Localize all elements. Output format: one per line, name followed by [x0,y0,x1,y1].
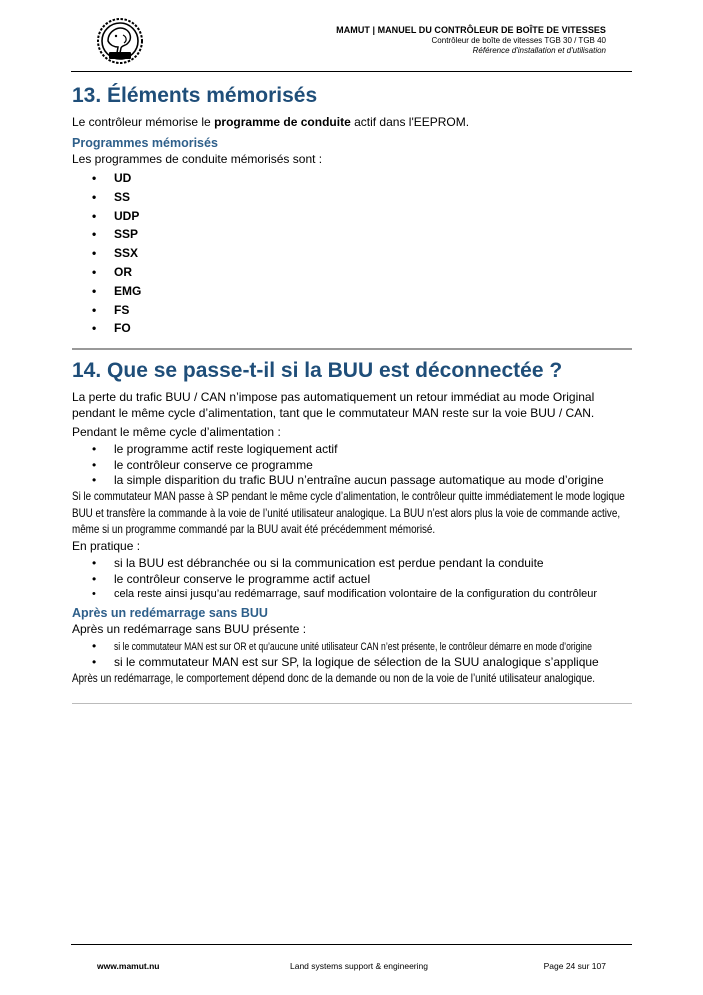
list-item: • le contrôleur conserve ce programme [72,458,632,473]
list-item: • si le commutateur MAN est sur SP, la logique de sélection de la SUU analogique s’applique [72,655,632,670]
list-item: • SS [72,188,632,207]
section-divider [72,703,632,704]
list-item: • le contrôleur conserve le programme actif actuel [72,572,632,587]
footer-divider [71,944,632,945]
list-item: • SSP [72,225,632,244]
page-number: Page 24 sur 107 [543,961,606,971]
page-content [72,80,632,704]
list-item: • la simple disparition du trafic BUU n’entraîne aucun passage automatique au mode d’origine [72,473,632,488]
header-reference: Référence d'installation et d'utilisation [472,46,606,55]
header-title: MAMUT | MANUEL DU CONTRÔLEUR DE BOÎTE DE VITESSES [336,25,606,35]
in-practice-list [72,556,632,602]
list-item-text: si le commutateur MAN est sur OR et qu’aucune unité utilisateur CAN n’est présente, le contrôleur démarre en mode d’origine [114,640,592,653]
list-item: • EMG [72,282,632,301]
list-item: • SSX [72,244,632,263]
section-14-paragraph-4: En pratique : [72,539,141,554]
program-list [72,169,632,338]
section-13-intro: Le contrôleur mémorise le programme de conduite actif dans l'EEPROM. [72,115,470,129]
list-item: • FS [72,301,632,320]
section-14-paragraph-3: Si le commutateur MAN passe à SP pendant le même cycle d’alimentation, le contrôleur quitte immédiatement le mode logique BUU et transfère la commande à la voie de l’unité utilisateur analogique. La BUU n’est alors plus la voie de commande active, même si un programme commandé par la BUU avait été précédemment mémorisé. [72,489,625,536]
section-13-title: 13. Éléments mémorisés [72,84,318,107]
list-item: • OR [72,263,632,282]
list-item: • si la BUU est débranchée ou si la communication est perdue pendant la conduite [72,556,632,571]
section-14-paragraph-6: Après un redémarrage, le comportement dépend donc de la demande ou non de la voie de l’unité utilisateur analogique. [72,671,595,686]
section-14-title: 14. Que se passe-t-il si la BUU est déconnectée ? [72,359,563,383]
section-14-paragraph-2: Pendant le même cycle d’alimentation : [72,425,281,440]
section-14-paragraph-1: La perte du trafic BUU / CAN n’impose pas automatiquement un retour immédiat au mode Original pendant le même cycle d’alimentation, tant que le commutateur MAN reste sur la voie BUU / CAN. [72,390,595,421]
list-item: • cela reste ainsi jusqu’au redémarrage, sauf modification volontaire de la configuration du contrôleur [72,587,632,602]
same-cycle-list [72,442,632,488]
mamut-logo [96,17,144,65]
list-item [72,639,632,655]
footer-website-link[interactable]: www.mamut.nu [97,961,160,971]
list-item: • FO [72,319,632,338]
section-divider [72,348,632,350]
restart-heading: Après un redémarrage sans BUU [72,605,268,620]
section-14-paragraph-5: Après un redémarrage sans BUU présente : [72,621,307,636]
list-item: • UDP [72,207,632,226]
stored-programs-lead: Les programmes de conduite mémorisés sont : [72,152,323,166]
header-subtitle: Contrôleur de boîte de vitesses TGB 30 / TGB 40 [431,36,606,45]
footer-tagline: Land systems support & engineering [290,961,428,971]
page-header [336,25,606,56]
list-item: • le programme actif reste logiquement actif [72,442,632,457]
list-item: • UD [72,169,632,188]
header-divider [71,71,632,72]
restart-list [72,639,632,671]
stored-programs-heading: Programmes mémorisés [72,136,218,150]
